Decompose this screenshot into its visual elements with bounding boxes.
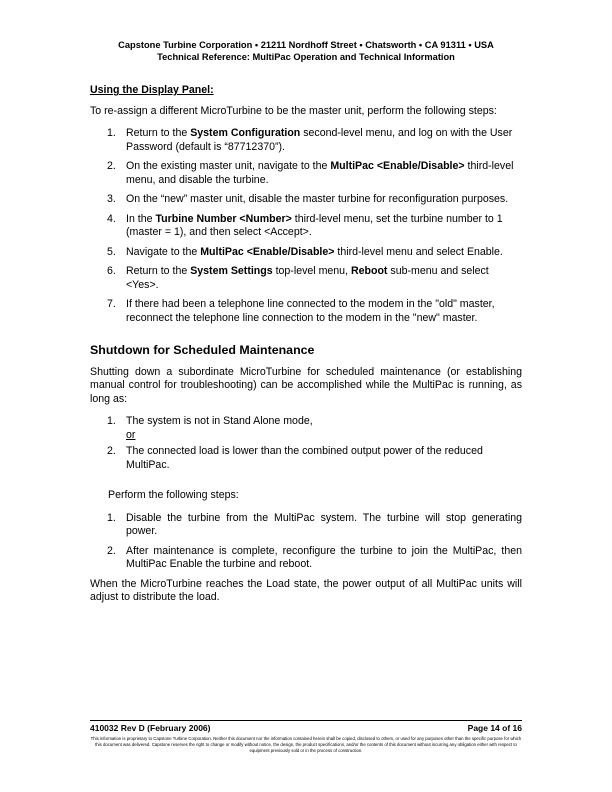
list-item: 2. The connected load is lower than the combined output power of the reduced MultiPac. [107, 445, 483, 471]
list-item: 2. After maintenance is complete, reconfigure the turbine to join the MultiPac, then MultiPac Enable the turbine and reboot. [107, 544, 522, 570]
perform-steps-label: Perform the following steps: [108, 489, 239, 501]
footer-disclaimer: This information is proprietary to Capstone Turbine Corporation. Neither this document nor the information contained herein shall be copied, disclosed to others, or used for any purposes other than the specific purpose for which this document was delivered. Capstone reserves the right to change or modify without notice, the design, the product specifications, and/or the contents of this document without incurring any obligation either with respect to equipment previously sold or in the process of construction. [90, 736, 522, 754]
section-heading-display-panel: Using the Display Panel: [90, 84, 214, 96]
list-item: 3. On the “new” master unit, disable the master turbine for reconfiguration purposes. [107, 193, 509, 205]
list-item: 2. On the existing master unit, navigate to the MultiPac <Enable/Disable> third-level menu, and disable the turbine. [107, 160, 514, 186]
list-item: 1. The system is not in Stand Alone mode, [107, 415, 313, 427]
footer-page-number: Page 14 of 16 [467, 723, 522, 733]
maintenance-steps-list [90, 512, 522, 572]
footer-document-id: 410032 Rev D (February 2006) [90, 723, 211, 733]
list-item: 7. If there had been a telephone line connected to the modem in the "old" master, reconnect the telephone line connection to the modem in the "new" master. [107, 298, 495, 324]
reassign-steps-list [90, 127, 522, 325]
page-content [90, 84, 522, 605]
section-heading-shutdown: Shutdown for Scheduled Maintenance [90, 343, 315, 357]
header-title-line: Technical Reference: MultiPac Operation and Technical Information [157, 52, 455, 62]
conditions-list [90, 415, 522, 429]
list-item: 1. Return to the System Configuration second-level menu, and log on with the User Password (default is “87712370”). [107, 127, 513, 153]
conditions-list-continued [90, 445, 522, 472]
or-label: or [126, 428, 136, 441]
header-company-line: Capstone Turbine Corporation • 21211 Nordhoff Street • Chatsworth • CA 91311 • USA [118, 40, 494, 50]
shutdown-intro-paragraph: Shutting down a subordinate MicroTurbine for scheduled maintenance (or establishing manual control for troubleshooting) can be accomplished while the MultiPac is running, as long as: [90, 365, 522, 405]
intro-paragraph: To re-assign a different MicroTurbine to be the master unit, perform the following steps: [90, 104, 497, 117]
list-item: 4. In the Turbine Number <Number> third-level menu, set the turbine number to 1 (master = 1), and then select <Accept>. [107, 212, 503, 238]
closing-paragraph: When the MicroTurbine reaches the Load state, the power output of all MultiPac units will adjust to distribute the load. [90, 577, 522, 603]
footer-divider [90, 720, 522, 721]
list-item: 1. Disable the turbine from the MultiPac system. The turbine will stop generating power. [107, 511, 522, 537]
list-item: 5. Navigate to the MultiPac <Enable/Disable> third-level menu and select Enable. [107, 245, 503, 258]
list-item: 6. Return to the System Settings top-level menu, Reboot sub-menu and select <Yes>. [107, 265, 489, 291]
